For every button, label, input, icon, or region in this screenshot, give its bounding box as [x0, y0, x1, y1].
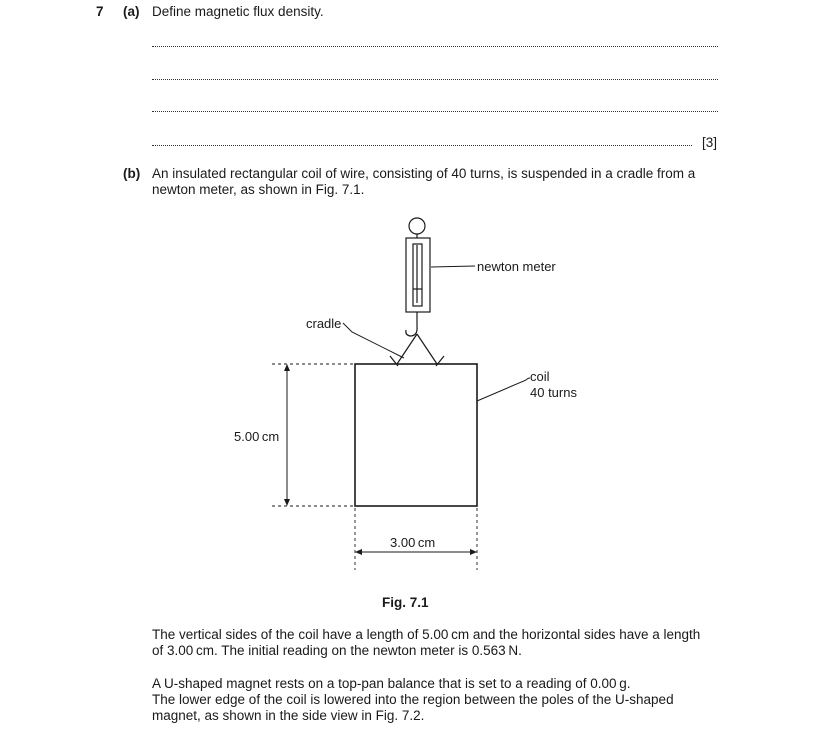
part-b-intro-line-1: An insulated rectangular coil of wire, consisting of 40 turns, is suspended in a cradle from a: [152, 166, 696, 181]
width-label: 3.00 cm: [390, 535, 436, 550]
part-a-label: (a): [123, 4, 140, 19]
paragraph-2-line-2: The lower edge of the coil is lowered into the region between the poles of the U-shaped: [152, 692, 674, 707]
paragraph-1: [152, 627, 718, 659]
newton-meter-leader: [431, 266, 475, 267]
figure-caption: Fig. 7.1: [382, 595, 429, 610]
marks-label: [3]: [702, 135, 718, 150]
newton-meter-label: newton meter: [477, 259, 556, 274]
coil-leader: [477, 378, 530, 401]
cradle: [390, 334, 444, 366]
paragraph-2-line-3: magnet, as shown in the side view in Fig. 7.2.: [152, 708, 425, 723]
paragraph-2: [152, 676, 718, 724]
part-b-intro-line-2: newton meter, as shown in Fig. 7.1.: [152, 182, 365, 197]
cradle-label: cradle: [306, 316, 342, 331]
paragraph-2-line-1: A U-shaped magnet rests on a top-pan balance that is set to a reading of 0.00 g.: [152, 676, 631, 691]
paragraph-1-line-1: The vertical sides of the coil have a length of 5.00 cm and the horizontal sides have a length: [152, 627, 701, 642]
question-number: 7: [96, 4, 104, 19]
cradle-leader: [343, 323, 404, 358]
newton-meter: [406, 218, 430, 336]
coil: [355, 364, 477, 506]
part-a-question: Define magnetic flux density.: [152, 4, 324, 19]
coil-label: coil: [530, 369, 550, 384]
part-b-label: (b): [123, 166, 141, 181]
dimension-guides: [272, 364, 477, 570]
paragraph-1-line-2: of 3.00 cm. The initial reading on the newton meter is 0.563 N.: [152, 643, 522, 658]
height-arrow: [284, 364, 290, 506]
turns-label: 40 turns: [530, 385, 577, 400]
height-label: 5.00 cm: [234, 429, 280, 444]
